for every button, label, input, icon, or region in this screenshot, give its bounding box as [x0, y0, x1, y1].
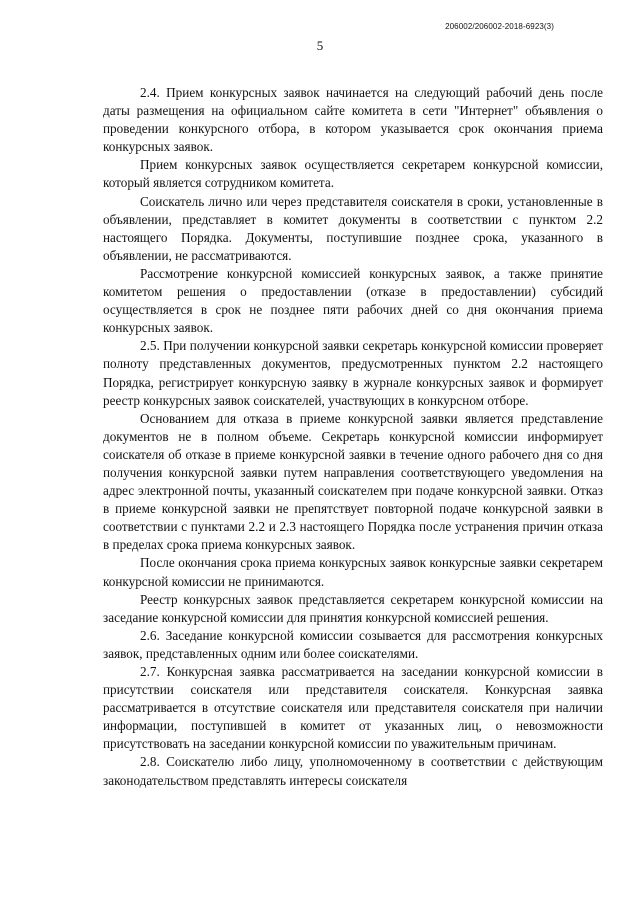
paragraph-2-5: 2.5. При получении конкурсной заявки секретарь конкурсной комиссии проверяет полноту представленных документов, предусмотренных пунктом 2.2 настоящего Порядка, регистрирует конкурсную заявку в журнале конкурсных заявок и формирует реестр конкурсных заявок соискателей, участвующих в конкурсном отборе.	[103, 338, 603, 408]
paragraph-2-4: 2.4. Прием конкурсных заявок начинается на следующий рабочий день после даты размещения на официальном сайте комитета в сети "Интернет" объявления о проведении конкурсного отбора, в котором указывается срок окончания приема конкурсных заявок.	[103, 85, 603, 155]
paragraph-review-term: Рассмотрение конкурсной комиссией конкурсных заявок, а также принятие комитетом решения о предоставлении (отказе в предоставлении) субсидий осуществляется в срок не позднее пяти рабочих дней со дня окончания приема конкурсных заявок.	[103, 265, 603, 336]
document-barcode-number: 206002/206002-2018-6923(3)	[445, 22, 554, 31]
paragraph-applicant-submission: Соискатель лично или через представителя соискателя в сроки, установленные в объявлении, представляет в комитет документы в соответствии с пунктом 2.2 настоящего Порядка. Документы, поступившие позднее срока, указанного в объявлении, не рассматриваются.	[103, 193, 603, 263]
paragraph-2-6: 2.6. Заседание конкурсной комиссии созывается для рассмотрения конкурсных заявок, представленных одним или более соискателями.	[103, 627, 603, 661]
paragraph-2-8: 2.8. Соискателю либо лицу, уполномоченному в соответствии с действующим законодательством представлять интересы соискателя	[103, 754, 603, 788]
paragraph-refusal-grounds: Основанием для отказа в приеме конкурсной заявки является представление документов не в полном объеме. Секретарь конкурсной комиссии информирует соискателя об отказе в приеме конкурсной заявки в течение одного рабочего дня со дня получения конкурсной заявки путем направления соответствующего уведомления на адрес электронной почты, указанный соискателем при подаче конкурсной заявки. Отказ в приеме конкурсной заявки не препятствует повторной подаче конкурсной заявки в соответствии с пунктами 2.2 и 2.3 настоящего Порядка после устранения причин отказа в пределах срока приема конкурсных заявок.	[103, 410, 603, 553]
paragraph-2-7: 2.7. Конкурсная заявка рассматривается на заседании конкурсной комиссии в присутствии соискателя или представителя соискателя. Конкурсная заявка рассматривается в отсутствие соискателя или представителя соискателя при наличии информации, поступившей в комитет от указанных лиц, о невозможности присутствовать на заседании конкурсной комиссии по уважительным причинам.	[103, 664, 603, 752]
page-number: 5	[316, 38, 324, 53]
document-body	[103, 84, 603, 790]
paragraph-reception: Прием конкурсных заявок осуществляется секретарем конкурсной комиссии, который является сотрудником комитета.	[103, 157, 603, 191]
paragraph-registry: Реестр конкурсных заявок представляется секретарем конкурсной комиссии на заседание конкурсной комиссии для принятия конкурсной комиссией решения.	[103, 591, 603, 625]
paragraph-after-deadline: После окончания срока приема конкурсных заявок конкурсные заявки секретарем конкурсной комиссии не принимаются.	[103, 555, 603, 589]
